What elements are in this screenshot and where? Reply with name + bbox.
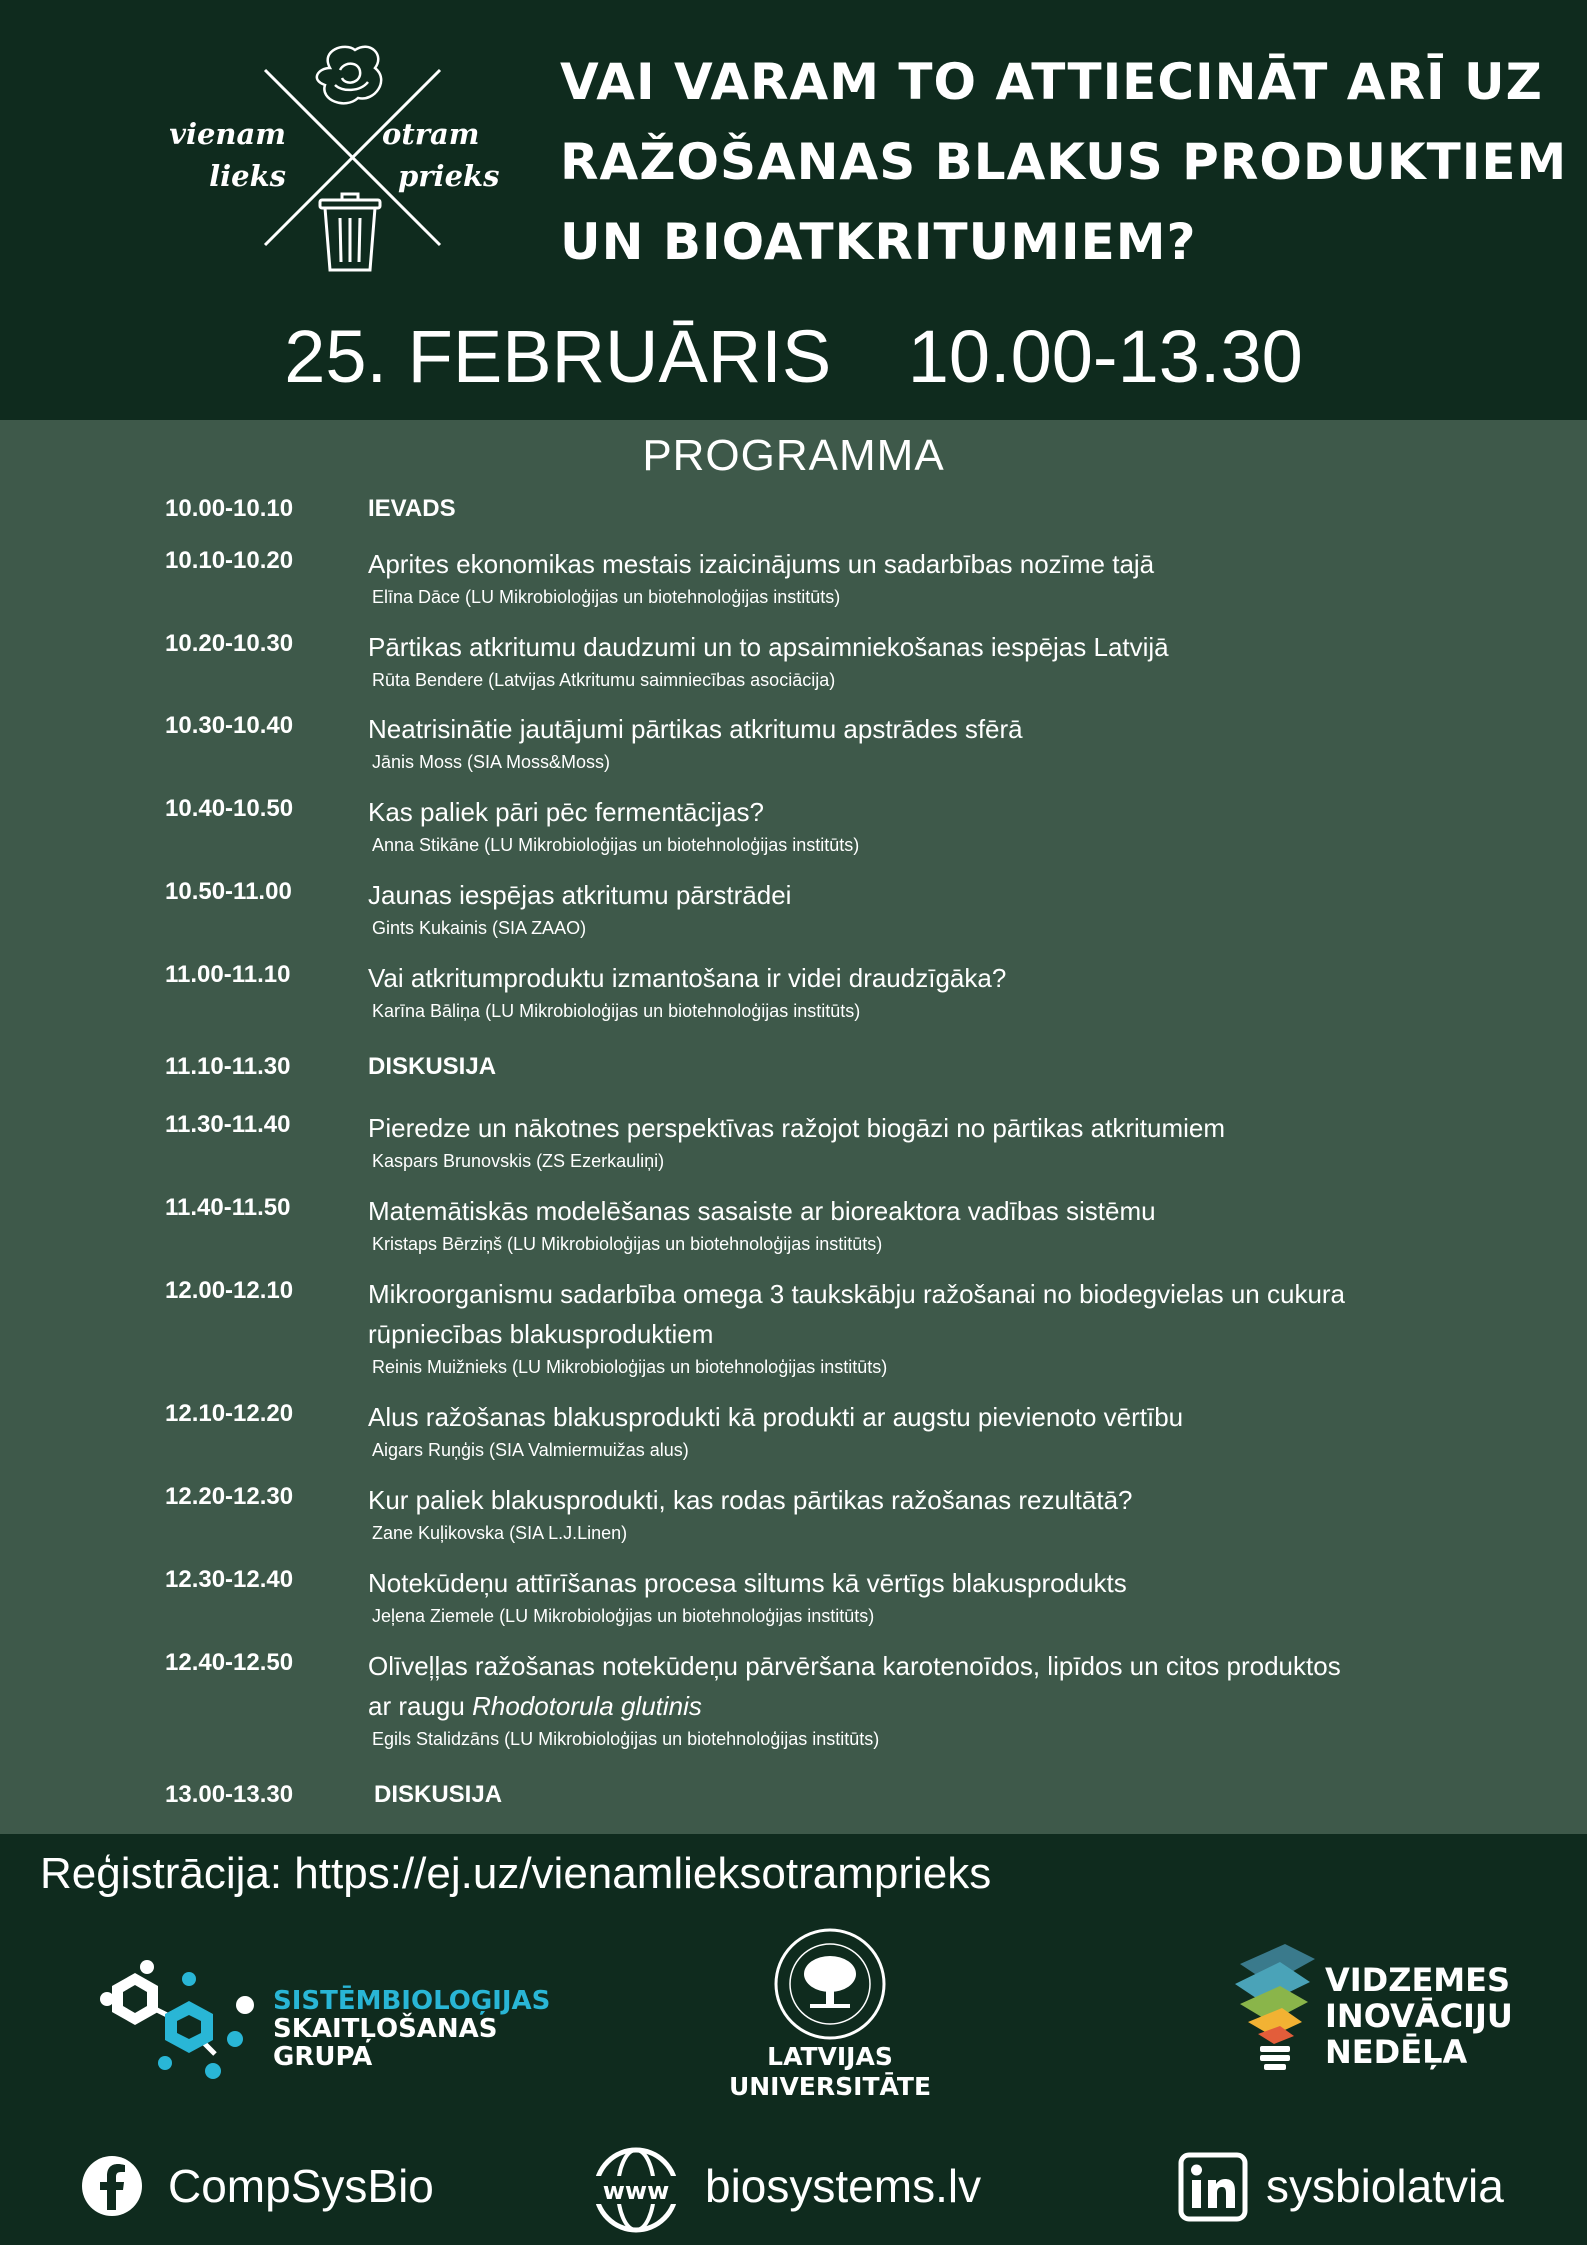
logo-text-vienam: vienam xyxy=(170,117,286,151)
speaker: Jeļena Ziemele (LU Mikrobioloģijas un biotehnoloģijas institūts) xyxy=(372,1606,875,1626)
talk-title: Vai atkritumproduktu izmantošana ir videi draudzīgāka? xyxy=(368,963,1007,993)
section-label: IEVADS xyxy=(368,495,456,522)
lu-seal-icon xyxy=(715,1924,945,2044)
event-date-time xyxy=(0,312,1587,402)
headline-line-3: UN BIOATKRITUMIEM? xyxy=(560,213,1197,271)
vin-text-3: NEDĒĻA xyxy=(1325,2033,1468,2071)
speaker: Kaspars Brunovskis (ZS Ezerkauliņi) xyxy=(372,1151,665,1171)
sysbio-logo xyxy=(95,1959,551,2089)
item-time: 10.40-10.50 xyxy=(165,795,294,822)
talk-title-species: Rhodotorula glutinis xyxy=(472,1691,702,1721)
program-section xyxy=(0,420,1587,1834)
talk-title: Kur paliek blakusprodukti, kas rodas pārtikas ražošanas rezultātā? xyxy=(368,1485,1133,1515)
item-time: 10.30-10.40 xyxy=(165,712,294,739)
talk-title: Mikroorganismu sadarbība omega 3 taukskābju ražošanai no biodegvielas un cukura xyxy=(368,1279,1346,1309)
vin-text-1: VIDZEMES xyxy=(1325,1961,1511,1999)
talk-title: Pārtikas atkritumu daudzumi un to apsaimniekošanas iespējas Latvijā xyxy=(368,632,1169,662)
vin-text-2: INOVĀCIJU xyxy=(1325,1997,1513,2035)
talk-title-line-2: rūpniecības blakusproduktiem xyxy=(368,1319,714,1349)
event-time: 10.00-13.30 xyxy=(907,315,1303,398)
talk-title: Neatrisinātie jautājumi pārtikas atkritumu apstrādes sfērā xyxy=(368,714,1023,744)
item-time: 11.00-11.10 xyxy=(165,961,291,988)
speaker: Jānis Moss (SIA Moss&Moss) xyxy=(372,752,611,772)
headline-line-1: VAI VARAM TO ATTIECINĀT ARĪ UZ xyxy=(560,53,1543,111)
molecule-icon xyxy=(95,1959,265,2089)
logo-text-lieks: lieks xyxy=(209,159,286,193)
talk-title: Alus ražošanas blakusprodukti kā produkti ar augstu pievienoto vērtību xyxy=(368,1402,1184,1432)
linkedin-icon xyxy=(1178,2152,1248,2222)
talk-title: Olīveļļas ražošanas notekūdeņu pārvēršana karotenoīdos, lipīdos un citos produktos xyxy=(368,1651,1341,1681)
item-time: 12.20-12.30 xyxy=(165,1483,294,1510)
website-url: biosystems.lv xyxy=(705,2160,982,2212)
logo-text-otram: otram xyxy=(382,117,480,151)
registration-link[interactable]: Reģistrācija: https://ej.uz/vienamlieksotramprieks xyxy=(40,1849,992,1898)
item-time: 12.40-12.50 xyxy=(165,1649,294,1676)
www-label: www xyxy=(602,2177,670,2205)
speaker: Anna Stikāne (LU Mikrobioloģijas un biotehnoloģijas institūts) xyxy=(372,835,860,855)
sysbio-text-3: GRUPA xyxy=(273,2042,373,2072)
item-time: 11.40-11.50 xyxy=(165,1194,291,1221)
speaker: Kristaps Bērziņš (LU Mikrobioloģijas un biotehnoloģijas institūts) xyxy=(372,1234,883,1254)
item-time: 10.10-10.20 xyxy=(165,547,294,574)
event-logo xyxy=(170,40,510,280)
speaker: Karīna Bāliņa (LU Mikrobioloģijas un biotehnoloģijas institūts) xyxy=(372,1001,861,1021)
item-time: 10.50-11.00 xyxy=(165,878,292,905)
speaker: Rūta Bendere (Latvijas Atkritumu saimniecības asociācija) xyxy=(372,670,836,690)
headline xyxy=(560,42,1568,282)
speaker: Gints Kukainis (SIA ZAAO) xyxy=(372,918,587,938)
lu-text-1: LATVIJAS xyxy=(767,2042,893,2071)
facebook-icon xyxy=(80,2154,144,2218)
talk-title: Jaunas iespējas atkritumu pārstrādei xyxy=(368,880,792,910)
talk-title-line-2 xyxy=(368,1686,1368,1726)
program-title: PROGRAMMA xyxy=(642,431,945,480)
headline-line-2: RAŽOŠANAS BLAKUS PRODUKTIEM xyxy=(560,133,1568,191)
logo-text-prieks: prieks xyxy=(398,159,500,193)
header xyxy=(0,0,1587,420)
item-time: 13.00-13.30 xyxy=(165,1781,294,1808)
lu-logo xyxy=(715,1924,945,2124)
rose-bin-cross-icon xyxy=(170,40,510,280)
talk-title: Kas paliek pāri pēc fermentācijas? xyxy=(368,797,764,827)
section-label: DISKUSIJA xyxy=(368,1053,497,1080)
item-time: 12.30-12.40 xyxy=(165,1566,294,1593)
talk-title-prefix: ar raugu xyxy=(368,1691,473,1721)
facebook-link[interactable] xyxy=(80,2146,480,2226)
lightbulb-icon xyxy=(1230,1944,1320,2074)
sysbio-text-2: SKAITĻOŠANAS xyxy=(273,2014,498,2044)
item-time: 10.00-10.10 xyxy=(165,495,294,522)
talk-title: Pieredze un nākotnes perspektīvas ražojot biogāzi no pārtikas atkritumiem xyxy=(368,1113,1225,1143)
talk-title: Aprites ekonomikas mestais izaicinājums un sadarbības nozīme tajā xyxy=(368,549,1155,579)
website-link[interactable] xyxy=(592,2146,1042,2226)
section-label: DISKUSIJA xyxy=(374,1781,503,1808)
facebook-handle: CompSysBio xyxy=(168,2160,434,2212)
speaker: Egils Stalidzāns (LU Mikrobioloģijas un biotehnoloģijas institūts) xyxy=(372,1729,880,1749)
event-date: 25. FEBRUĀRIS xyxy=(284,315,832,398)
speaker: Aigars Ruņģis (SIA Valmiermuižas alus) xyxy=(372,1440,689,1460)
speaker: Elīna Dāce (LU Mikrobioloģijas un biotehnoloģijas institūts) xyxy=(372,587,841,607)
speaker: Zane Kuļikovska (SIA L.J.Linen) xyxy=(372,1523,628,1543)
talk-title: Notekūdeņu attīrīšanas procesa siltums kā vērtīgs blakusprodukts xyxy=(368,1568,1127,1598)
lu-text-2: UNIVERSITĀTE xyxy=(728,2072,932,2101)
item-time: 11.10-11.30 xyxy=(165,1053,291,1080)
vin-logo xyxy=(1230,1944,1560,2084)
linkedin-handle: sysbiolatvia xyxy=(1266,2160,1504,2212)
item-time: 10.20-10.30 xyxy=(165,630,294,657)
item-time: 12.00-12.10 xyxy=(165,1277,294,1304)
linkedin-link[interactable] xyxy=(1178,2146,1558,2226)
speaker: Reinis Muižnieks (LU Mikrobioloģijas un biotehnoloģijas institūts) xyxy=(372,1357,888,1377)
item-time: 12.10-12.20 xyxy=(165,1400,294,1427)
talk-title: Matemātiskās modelēšanas sasaiste ar bioreaktora vadības sistēmu xyxy=(368,1196,1156,1226)
sysbio-text-1: SISTĒMBIOLOĢIJAS xyxy=(273,1986,551,2016)
item-time: 11.30-11.40 xyxy=(165,1111,291,1138)
globe-www-icon xyxy=(592,2146,680,2234)
